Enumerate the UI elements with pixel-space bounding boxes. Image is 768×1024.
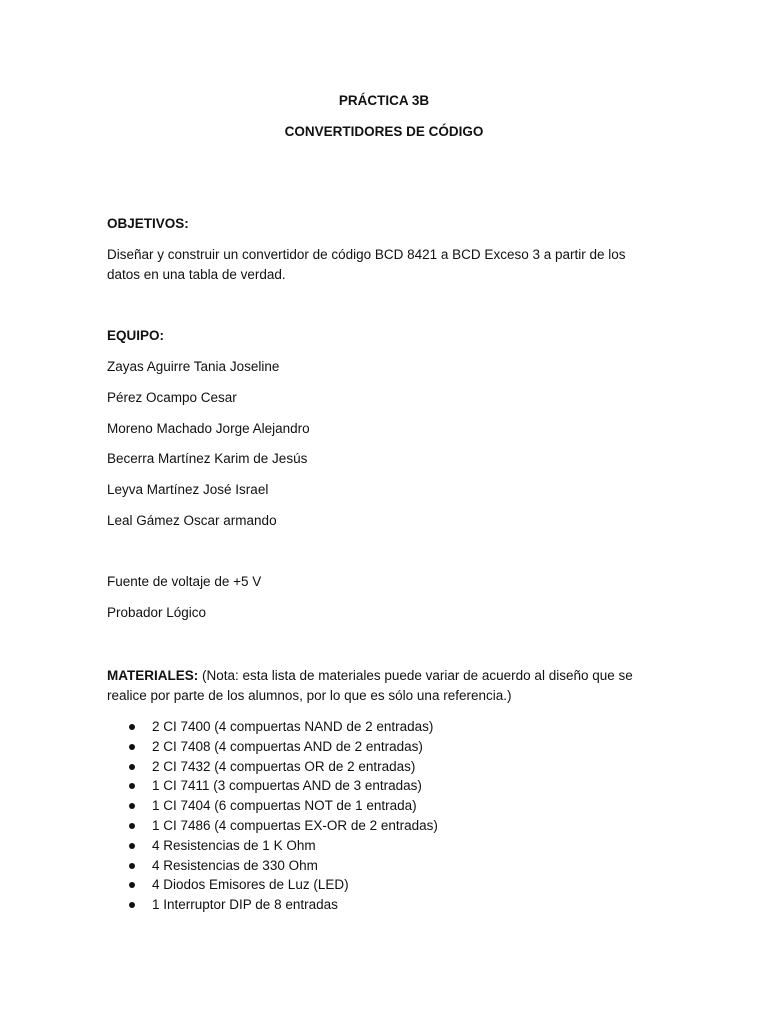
list-item [107,757,438,777]
bullet-icon [129,843,135,849]
list-item [107,816,438,836]
objetivos-text: Diseñar y construir un convertidor de código BCD 8421 a BCD Exceso 3 a partir de los datos en una tabla de verdad. [107,247,626,282]
bullet-icon [129,803,135,809]
materiales-note: (Nota: esta lista de materiales puede variar de acuerdo al diseño que se realice por parte de los alumnos, por lo que es sólo una referencia.) [107,668,633,703]
material-label: 4 Resistencias de 1 K Ohm [152,837,316,853]
list-item [107,836,438,856]
equipo-member: Leal Gámez Oscar armando [107,513,277,528]
bullet-icon [129,783,135,789]
materiales-intro [107,666,647,706]
material-label: 2 CI 7408 (4 compuertas AND de 2 entradas) [152,738,423,754]
document-title: PRÁCTICA 3B [338,93,430,108]
bullet-icon [129,823,135,829]
list-item [107,776,438,796]
equipo-member: Becerra Martínez Karim de Jesús [107,451,308,466]
material-label: 1 CI 7404 (6 compuertas NOT de 1 entrada) [152,798,417,814]
bullet-icon [129,764,135,770]
equipo-member: Zayas Aguirre Tania Joseline [107,359,280,374]
material-label: 4 Resistencias de 330 Ohm [152,857,318,873]
materials-list [107,717,438,915]
material-label: 1 Interruptor DIP de 8 entradas [152,897,338,913]
bullet-icon [129,724,135,730]
equipo-member: Leyva Martínez José Israel [107,482,269,497]
equipment-item: Fuente de voltaje de +5 V [107,574,262,589]
material-label: 1 CI 7411 (3 compuertas AND de 3 entradas) [152,778,422,794]
list-item [107,737,438,757]
equipo-member: Pérez Ocampo Cesar [107,390,237,405]
list-item [107,796,438,816]
material-label: 1 CI 7486 (4 compuertas EX-OR de 2 entradas) [152,817,438,833]
materiales-heading: MATERIALES: [107,668,199,683]
equipo-heading: EQUIPO: [107,328,165,343]
material-label: 2 CI 7432 (4 compuertas OR de 2 entradas) [152,758,416,774]
bullet-icon [129,863,135,869]
list-item [107,717,438,737]
objetivos-heading: OBJETIVOS: [107,216,189,231]
bullet-icon [129,744,135,750]
document-subtitle: CONVERTIDORES DE CÓDIGO [284,124,484,139]
material-label: 4 Diodos Emisores de Luz (LED) [152,877,349,893]
equipment-item: Probador Lógico [107,605,207,620]
list-item [107,875,438,895]
bullet-icon [129,902,135,908]
bullet-icon [129,882,135,888]
equipo-member: Moreno Machado Jorge Alejandro [107,421,310,436]
list-item [107,895,438,915]
material-label: 2 CI 7400 (4 compuertas NAND de 2 entradas) [152,719,434,734]
list-item [107,856,438,876]
